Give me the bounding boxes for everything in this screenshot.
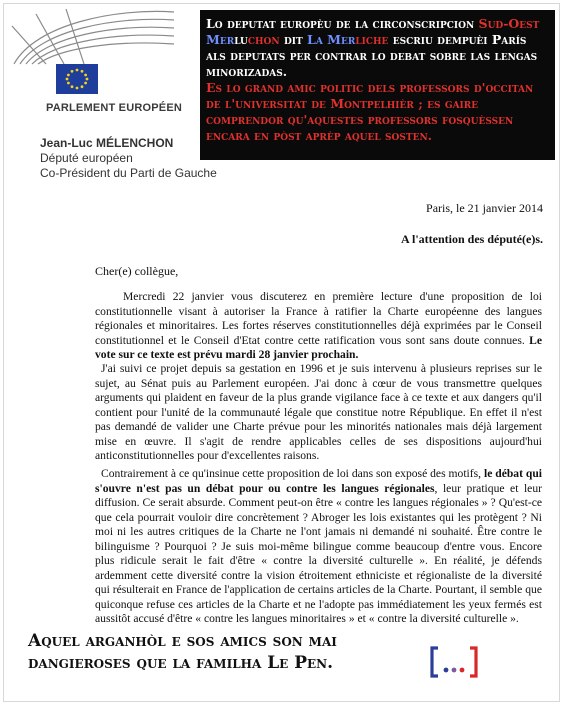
commentary-highlight: lu <box>234 32 248 47</box>
paragraph-bold-text: le débat qui s'ouvre n'est pas un débat pour ou contre les langues régionales <box>95 467 542 495</box>
occitan-commentary-box <box>200 10 555 160</box>
commentary-highlight: Mer <box>206 32 235 47</box>
paragraph-text: Contrairement à ce qu'insinue cette proposition de loi dans son exposé des motifs, <box>101 467 484 480</box>
sender-block <box>40 136 217 181</box>
commentary-text: Lo deputat europèu de la circonscripcion <box>206 16 479 31</box>
paragraph-bold-text: Le vote sur ce texte est prévu mardi 28 janvier prochain. <box>95 333 542 361</box>
commentary-red-paragraph: Es lo grand amic politic dels professors d'occitan de l'universitat de Montpelhièr ; es gaire comprendor qu'aquestes professors fosquèssen encara en pòst aprèp aquel sosten. <box>206 80 534 143</box>
commentary-text: dit <box>279 32 308 47</box>
commentary-highlight: liche <box>355 32 389 47</box>
letter-paragraph-3 <box>95 467 542 627</box>
commentary-highlight: La Mer <box>307 32 356 47</box>
paragraph-text: Mercredi 22 janvier vous discuterez en première lecture d'une proposition de loi constitutionnelle visant à autoriser la France à ratifier la Charte européenne des langues régionales et minoritaires. Les fortes réserves constitutionnelles déjà exprimées par le Conseil constitutionnel et le Conseil d'Etat contre cette ratification vous sont sans doute connues. <box>95 290 542 347</box>
eu-flag-icon <box>56 64 98 94</box>
paragraph-text: , leur pratique et leur diffusion. Ce serait absurde. Comment peut-on être « contre les langues régionales » ? Qu'est-ce que cela pourrait vouloir dire concrètement ? Abroger les lois existantes qui les protègent ? Ni moi ni les autres critiques de la Charte ne l'ont jamais ni demandé ni souhaité. Être contre le bilinguisme ? Pourquoi ? Je suis moi-même bilingue comme beaucoup d'entre vous. Encore plus ridicule serait le fait d'être « contre la diversité culturelle ». En réalité, je défends ardemment cette diversité contre la vision étroitement ethniciste et régionaliste de la diversité qui résulterait en France de l'application de certains articles de la Charte. Pourtant, il semble que quiconque refuse ces articles de la Charte et ne l'adopte pas immédiatement les yeux fermés est aussitôt accusé d'être « contre les langues minoritaires » et « contre la diversité culturelle ». <box>95 481 542 625</box>
letter-date: Paris, le 21 janvier 2014 <box>426 201 543 215</box>
bottom-occitan-caption: Aquel arganhòl e sos amics son mai dangieroses que la familha Le Pen. <box>28 631 337 673</box>
parti-de-gauche-logo-icon <box>428 645 480 679</box>
european-parliament-logo <box>6 6 181 118</box>
parliament-caption: PARLEMENT EUROPÉEN <box>46 102 183 114</box>
sender-name: Jean-Luc MÉLENCHON <box>40 136 174 150</box>
commentary-highlight: chon <box>247 32 280 47</box>
letter-paragraph-1 <box>95 290 542 363</box>
paragraph-text: J'ai suivi ce projet depuis sa gestation en 1996 et je suis intervenu à plusieurs reprises sur le sujet, au Sénat puis au Parlement européen. J'ai donc à cœur de vous transmettre quelques arguments qui plaident en faveur de la plus grande vigilance face à ce texte et aux dangers qu'il contient pour l'unité de la communauté légale que constitue notre République. En effet il n'est pas demandé de valider une Charte prévue pour les minorités nationales mais déjà largement mise en œuvre. Il s'agit de rendre applicables celles de ses dispositions aujourd'hui anticonstitutionnelles pour d'excellentes raisons. <box>95 362 542 462</box>
letter-attention: A l'attention des député(e)s. <box>401 232 543 246</box>
commentary-highlight: Sud-Oest <box>478 16 540 31</box>
letter-salutation: Cher(e) collègue, <box>95 264 179 278</box>
sender-party: Co-Président du Parti de Gauche <box>40 166 217 180</box>
parliament-arc-icon <box>6 6 181 66</box>
letter-paragraph-2 <box>95 362 542 464</box>
commentary-text: escriu dempuèi París als deputats per contrar lo debat sobre las lengas minorizadas. <box>206 32 538 79</box>
sender-role: Député européen <box>40 151 133 165</box>
